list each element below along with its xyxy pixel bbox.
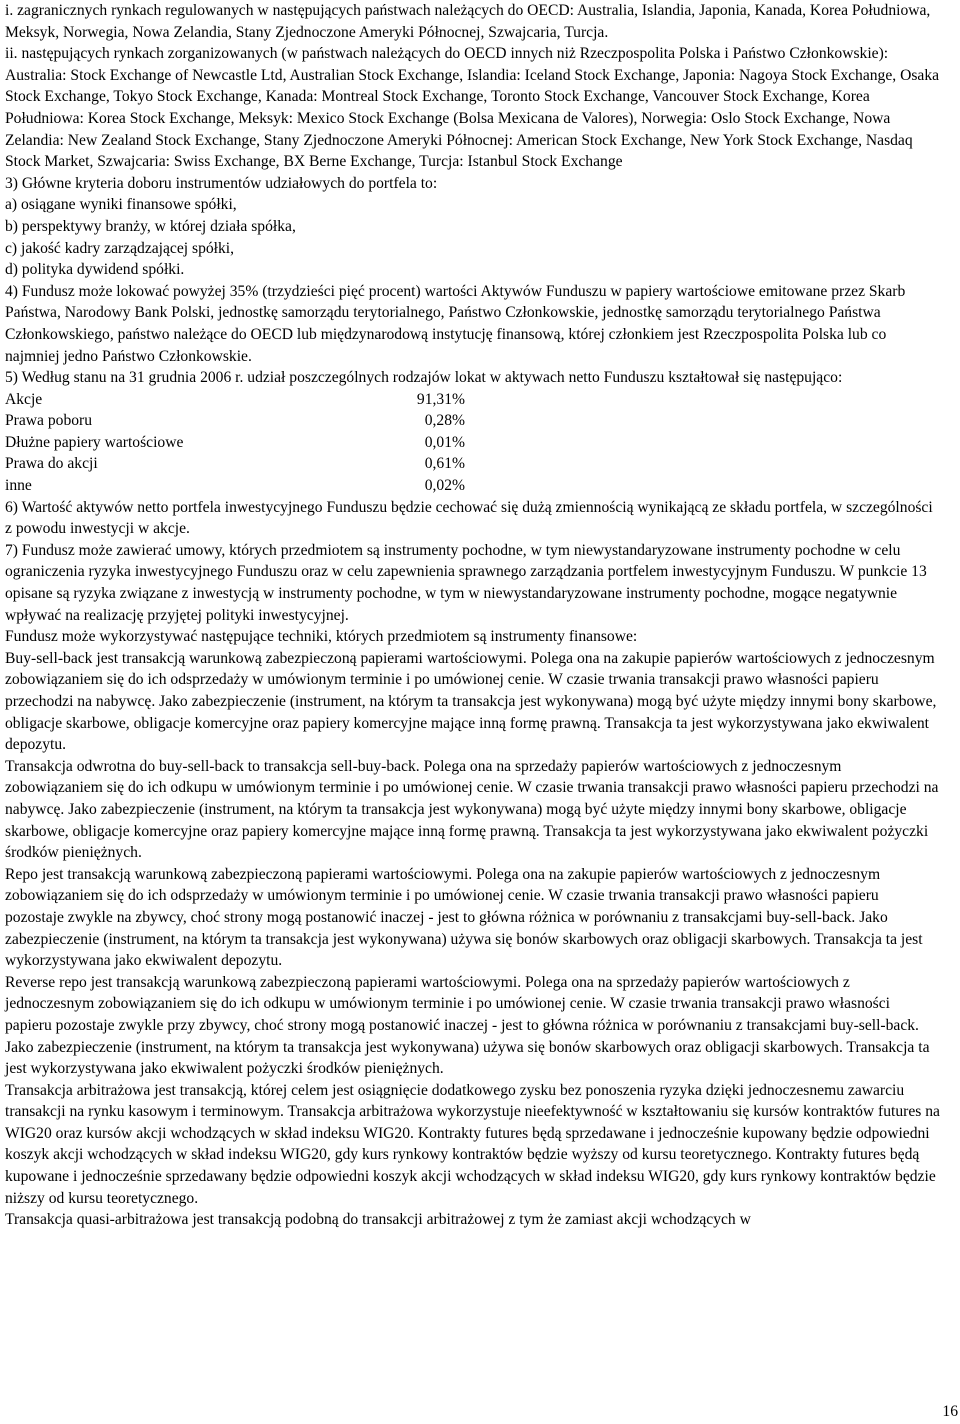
paragraph-text: 7) Fundusz może zawierać umowy, których przedmiotem są instrumenty pochodne, w tym niewystandaryzowane instrumenty pochodne w celu ograniczenia ryzyka inwestycyjnego Funduszu oraz w celu zapewnienia sprawnego zarządzania portfelem inwestycyjnym Funduszu. W punkcie 13 opisane są ryzyka związane z inwestycją w instrumenty pochodne, w tym w niewystandaryzowane instrumenty pochodne, mogące negatywnie wpływać na realizację przyjętej polityki inwestycyjnej. bbox=[5, 541, 927, 624]
paragraph-text: 5) Według stanu na 31 grudnia 2006 r. udział poszczególnych rodzajów lokat w aktywach netto Funduszu kształtował się następująco: bbox=[5, 369, 843, 387]
paragraph-text: Buy-sell-back jest transakcją warunkową zabezpieczoną papierami wartościowymi. Polega ona na zakupie papierów wartościowych z jednoczesnym zobowiązaniem się do ich odsprzedaży w umówionym terminie i po umówionej cenie. W czasie trwania transakcji prawo własności papieru przechodzi na nabywcę. Jako zabezpieczenie (instrument, na którym ta transakcja jest wykonywana) mogą być użyte między innymi bony skarbowe, obligacje skarbowe, obligacje komercyjne oraz papiery komercyjne mające inną formę prawną. Transakcja ta jest wykorzystywana jako ekwiwalent depozytu. bbox=[5, 649, 937, 754]
repo-paragraph bbox=[5, 864, 940, 972]
point-4 bbox=[5, 281, 940, 367]
paragraph-text: Reverse repo jest transakcją warunkową zabezpieczoną papierami wartościowymi. Polega ona na sprzedaży papierów wartościowych z jednoczesnym zobowiązaniem się do ich odkupu w umówionym terminie i po umówionej cenie. W czasie trwania transakcji prawo własności papieru pozostaje zwykle przy zbywcy, choć strony mogą postanowić inaczej - jest to główna różnica w porównaniu z transakcjami buy-sell-back. Jako zabezpieczenie (instrument, na którym ta transakcja jest wykonywana) używa się bonów skarbowych oraz obligacji skarbowych. Transakcja ta jest wykorzystywana jako ekwiwalent pożyczki środków pieniężnych. bbox=[5, 973, 930, 1078]
paragraph-text: 3) Główne kryteria doboru instrumentów udziałowych do portfela to: bbox=[5, 174, 438, 192]
table-row bbox=[5, 389, 465, 411]
paragraph-text: d) polityka dywidend spółki. bbox=[5, 261, 185, 279]
allocation-value: 0,28% bbox=[424, 412, 465, 430]
table-row bbox=[5, 432, 465, 454]
criteria-item-d bbox=[5, 259, 940, 281]
table-row bbox=[5, 453, 465, 475]
techniques-intro bbox=[5, 626, 940, 648]
allocation-table bbox=[5, 389, 465, 497]
paragraph-text: i. zagranicznych rynkach regulowanych w następujących państwach należących do OECD: Australia, Islandia, Japonia, Kanada, Korea Południowa, Meksyk, Norwegia, Nowa Zelandia, Stany Zjednoczone Ameryki Północnej, Szwajcaria, Turcja. bbox=[5, 2, 931, 41]
list-item-i bbox=[5, 0, 940, 43]
point-6 bbox=[5, 497, 940, 540]
table-row bbox=[5, 475, 465, 497]
criteria-item-b bbox=[5, 216, 940, 238]
allocation-value: 91,31% bbox=[416, 390, 465, 408]
allocation-value: 0,01% bbox=[424, 433, 465, 451]
allocation-name: Akcje bbox=[5, 390, 43, 408]
page-number: 16 bbox=[942, 1403, 958, 1420]
paragraph-text: b) perspektywy branży, w której działa spółka, bbox=[5, 217, 296, 235]
allocation-name: Dłużne papiery wartościowe bbox=[5, 433, 184, 451]
paragraph-text: 6) Wartość aktywów netto portfela inwestycyjnego Funduszu będzie cechować się dużą zmiennością wynikającą ze składu portfela, w szczególności z powodu inwestycji w akcje. bbox=[5, 498, 933, 538]
paragraph-text: Repo jest transakcją warunkową zabezpieczoną papierami wartościowymi. Polega ona na zakupie papierów wartościowych z jednoczesnym zobowiązaniem się do ich odsprzedaży w umówionym terminie i po umówionej cenie. W czasie trwania transakcji prawo własności papieru pozostaje zwykle na zbywcy, choć strony mogą postanowić inaczej - jest to główna różnica w porównaniu z transakcjami buy-sell-back. Jako zabezpieczenie (instrument, na którym ta transakcja jest wykonywana) używa się bonów skarbowych oraz obligacji skarbowych. Transakcja ta jest wykorzystywana jako ekwiwalent depozytu. bbox=[5, 865, 923, 970]
table-row bbox=[5, 410, 465, 432]
paragraph-text: ii. następujących rynkach zorganizowanych (w państwach należących do OECD innych niż Rzeczpospolita Polska i Państwo Członkowskie): Australia: Stock Exchange of Newcastle Ltd, Australian Stock Exchange, Islandia: Iceland Stock Exchange, Japonia: Nagoya Stock Exchange, Osaka Stock Exchange, Tokyo Stock Exchange, Kanada: Montreal Stock Exchange, Toronto Stock Exchange, Vancouver Stock Exchange, Korea Południowa: Korea Stock Exchange, Meksyk: Mexico Stock Exchange (Bolsa Mexicana de Valores), Norwegia: Oslo Stock Exchange, Nowa Zelandia: New Zealand Stock Exchange, Stany Zjednoczone Ameryki Północnej: American Stock Exchange, New York Stock Exchange, Nasdaq Stock Market, Szwajcaria: Swiss Exchange, BX Berne Exchange, Turcja: Istanbul Stock Exchange bbox=[5, 45, 940, 171]
point-5 bbox=[5, 367, 940, 389]
paragraph-text: Fundusz może wykorzystywać następujące techniki, których przedmiotem są instrumenty finansowe: bbox=[5, 628, 638, 646]
paragraph-text: Transakcja quasi-arbitrażowa jest transakcją podobną do transakcji arbitrażowej z tym że zamiast akcji wchodzących w bbox=[5, 1211, 751, 1229]
arbitrage-paragraph bbox=[5, 1080, 940, 1210]
buy-sell-back-paragraph bbox=[5, 648, 940, 756]
paragraph-text: a) osiągane wyniki finansowe spółki, bbox=[5, 196, 237, 214]
allocation-name: inne bbox=[5, 477, 32, 495]
sell-buy-back-paragraph bbox=[5, 756, 940, 864]
allocation-name: Prawa do akcji bbox=[5, 455, 98, 473]
list-item-ii bbox=[5, 43, 940, 173]
criteria-item-c bbox=[5, 238, 940, 260]
allocation-value: 0,02% bbox=[424, 477, 465, 495]
paragraph-text: 4) Fundusz może lokować powyżej 35% (trzydzieści pięć procent) wartości Aktywów Funduszu w papiery wartościowe emitowane przez Skarb Państwa, Narodowy Bank Polski, jednostkę samorządu terytorialnego, Państwo Członkowskie, jednostkę samorządu terytorialnego Państwa Członkowskiego, państwo należące do OECD lub międzynarodową instytucję finansową, której członkiem jest Rzeczpospolita Polska lub co najmniej jedno Państwo Członkowskie. bbox=[5, 282, 906, 365]
paragraph-text: c) jakość kadry zarządzającej spółki, bbox=[5, 239, 235, 257]
quasi-arbitrage-paragraph bbox=[5, 1209, 940, 1231]
reverse-repo-paragraph bbox=[5, 972, 940, 1080]
allocation-value: 0,61% bbox=[424, 455, 465, 473]
document-page bbox=[5, 0, 940, 1231]
paragraph-text: Transakcja odwrotna do buy-sell-back to transakcja sell-buy-back. Polega ona na sprzedaży papierów wartościowych z jednoczesnym zobowiązaniem się do ich odkupu w umówionym terminie i po umówionej cenie. W czasie trwania transakcji prawo własności papieru przechodzi na nabywcę. Jako zabezpieczenie (instrument, na którym ta transakcja jest wykonywana) mogą być użyte między innymi bony skarbowe, obligacje skarbowe, obligacje komercyjne oraz papiery komercyjne mające inną formę prawną. Transakcja ta jest wykorzystywana jako ekwiwalent pożyczki środków pieniężnych. bbox=[5, 757, 939, 862]
criteria-heading bbox=[5, 173, 940, 195]
criteria-item-a bbox=[5, 194, 940, 216]
point-7 bbox=[5, 540, 940, 626]
paragraph-text: Transakcja arbitrażowa jest transakcją, której celem jest osiągnięcie dodatkowego zysku bez ponoszenia ryzyka dzięki jednoczesnemu zawarciu transakcji na rynku kasowym i terminowym. Transakcja arbitrażowa wykorzystuje nieefektywność w kształtowaniu się kursów kontraktów futures na WIG20 oraz kursów akcji wchodzących w skład indeksu WIG20. Kontrakty futures będą sprzedawane i jednocześnie kupowany będzie odpowiedni koszyk akcji wchodzących w skład indeksu WIG20, gdy kurs rynkowy kontraktów będzie wyższy od kursu teoretycznego. Kontrakty futures będą kupowane i jednocześnie sprzedawany będzie odpowiedni koszyk akcji wchodzących w skład indeksu WIG20, gdy kurs rynkowy kontraktów będzie niższy od kursu teoretycznego. bbox=[5, 1081, 940, 1207]
allocation-name: Prawa poboru bbox=[5, 412, 93, 430]
